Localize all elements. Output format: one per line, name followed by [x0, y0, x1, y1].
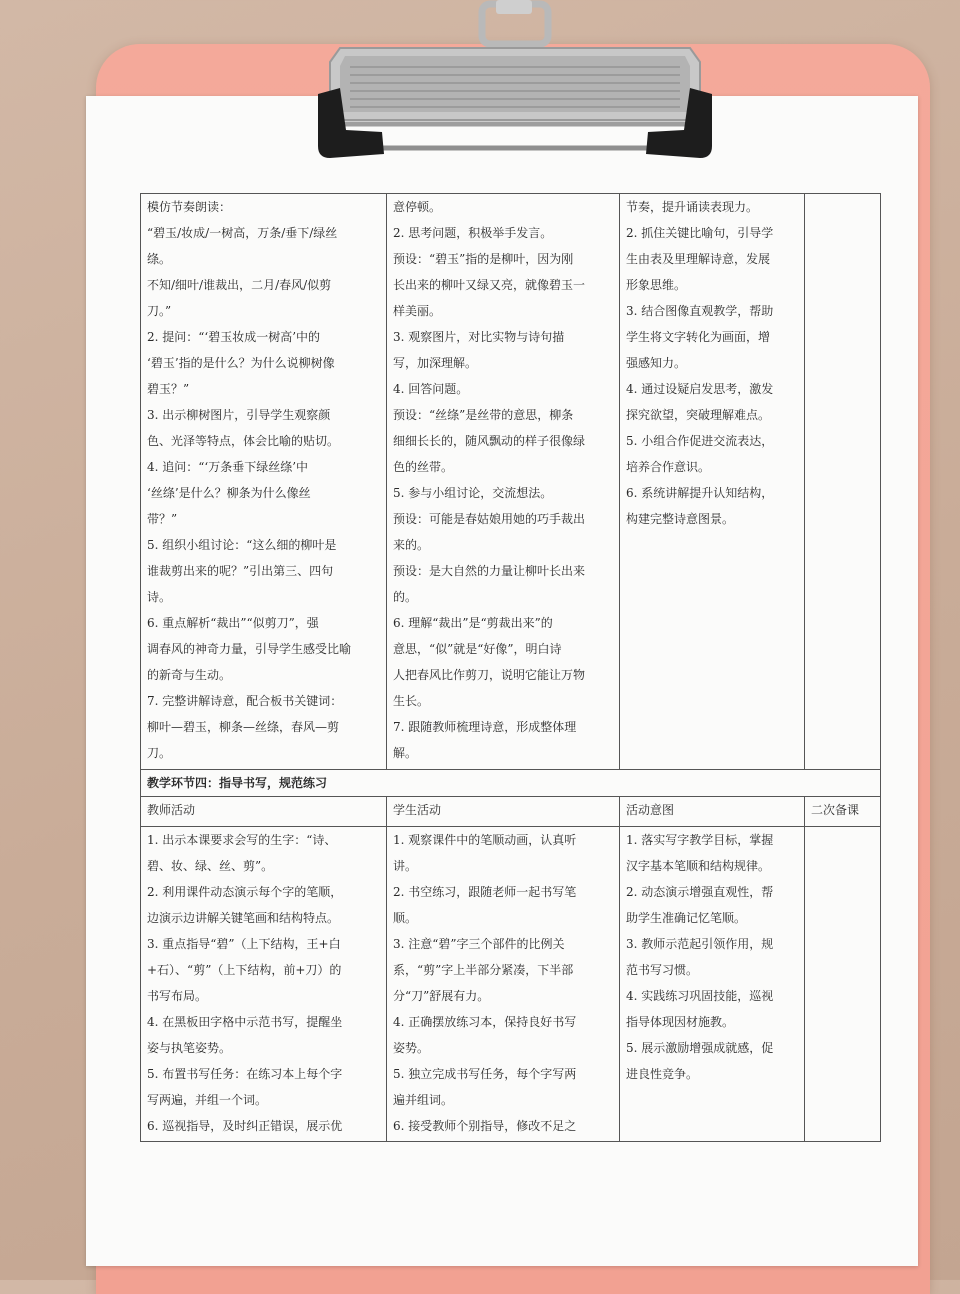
text-line: 5. 独立完成书写任务，每个字写两 — [393, 1067, 577, 1081]
text-line: 碧、妆、绿、丝、剪”。 — [147, 859, 274, 873]
text-line: 的新奇与生动。 — [147, 668, 232, 682]
text-line: “碧玉/妆成/一树高，万条/垂下/绿丝 — [147, 226, 338, 240]
text-line: 人把春风比作剪刀，说明它能让万物 — [393, 668, 586, 682]
text-line: 刀。 — [147, 746, 172, 760]
text-line: 5. 展示激励增强成就感，促 — [626, 1041, 774, 1055]
student-activity-lines — [393, 827, 613, 1139]
text-line: 姿势。 — [393, 1041, 430, 1055]
text-line: 2. 书空练习，跟随老师一起书写笔 — [393, 885, 577, 899]
text-line: 生由表及里理解诗意，发展 — [626, 252, 771, 266]
text-line: 解。 — [393, 746, 418, 760]
text-line: 分“刀”舒展有力。 — [393, 989, 490, 1003]
table-header-row — [141, 797, 881, 827]
header-teacher-activity: 教师活动 — [141, 797, 387, 827]
text-line: 讲。 — [393, 859, 418, 873]
text-line: 刀。” — [147, 304, 172, 318]
activity-intent-lines — [626, 827, 798, 1087]
text-line: ‘碧玉’指的是什么？为什么说柳树像 — [147, 356, 335, 370]
header-student-activity: 学生活动 — [387, 797, 620, 827]
activity-intent-cell — [620, 194, 805, 770]
student-activity-lines — [393, 194, 613, 766]
text-line: 7. 完整讲解诗意，配合板书关键词： — [147, 694, 343, 708]
text-line: 3. 观察图片，对比实物与诗句描 — [393, 330, 565, 344]
activity-intent-cell — [620, 827, 805, 1142]
teacher-activity-lines — [147, 827, 380, 1139]
text-line: 构建完整诗意图景。 — [626, 512, 735, 526]
text-line: 学生将文字转化为画面，增 — [626, 330, 771, 344]
text-line: 顺。 — [393, 911, 418, 925]
text-line: 1. 观察课件中的笔顺动画，认真听 — [393, 833, 577, 847]
table-row — [141, 770, 881, 797]
text-line: 3. 注意“碧”字三个部件的比例关 — [393, 937, 565, 951]
text-line: 7. 跟随教师梳理诗意，形成整体理 — [393, 720, 577, 734]
text-line: 培养合作意识。 — [626, 460, 711, 474]
text-line: 写两遍，并组一个词。 — [147, 1093, 268, 1107]
text-line: 4. 在黑板田字格中示范书写，提醒坐 — [147, 1015, 343, 1029]
text-line: 3. 结合图像直观教学，帮助 — [626, 304, 774, 318]
text-line: 预设：可能是春姑娘用她的巧手裁出 — [393, 512, 586, 526]
text-line: 碧玉？” — [147, 382, 190, 396]
text-line: 5. 布置书写任务：在练习本上每个字 — [147, 1067, 343, 1081]
text-line: 6. 系统讲解提升认知结构， — [626, 486, 774, 500]
text-line: 5. 小组合作促进交流表达， — [626, 434, 774, 448]
text-line: 意思，“似”就是“好像”，明白诗 — [393, 642, 562, 656]
teacher-activity-cell — [141, 194, 387, 770]
text-line: 预设：“丝绦”是丝带的意思，柳条 — [393, 408, 574, 422]
section-title: 教学环节四：指导书写，规范练习 — [141, 770, 881, 797]
text-line: 3. 重点指导“碧”（上下结构，王+白 — [147, 937, 341, 951]
header-second-prep: 二次备课 — [805, 797, 881, 827]
text-line: 3. 出示柳树图片，引导学生观察颜 — [147, 408, 331, 422]
text-line: 样美丽。 — [393, 304, 442, 318]
text-line: 6. 理解“裁出”是“剪裁出来”的 — [393, 616, 553, 630]
text-line: 的。 — [393, 590, 418, 604]
text-line: 形象思维。 — [626, 278, 687, 292]
teacher-activity-lines — [147, 194, 380, 766]
student-activity-cell — [387, 194, 620, 770]
text-line: 节奏，提升诵读表现力。 — [626, 200, 759, 214]
text-line: 柳叶—碧玉，柳条—丝绦，春风—剪 — [147, 720, 340, 734]
teacher-activity-cell — [141, 827, 387, 1142]
header-activity-intent: 活动意图 — [620, 797, 805, 827]
text-line: 1. 落实写字教学目标，掌握 — [626, 833, 774, 847]
text-line: 汉字基本笔顺和结构规律。 — [626, 859, 771, 873]
table-row — [141, 194, 881, 770]
text-line: 意停顿。 — [393, 200, 442, 214]
text-line: 2. 动态演示增强直观性，帮 — [626, 885, 774, 899]
text-line: 范书写习惯。 — [626, 963, 699, 977]
text-line: 绦。 — [147, 252, 172, 266]
text-line: 4. 正确摆放练习本，保持良好书写 — [393, 1015, 577, 1029]
text-line: 助学生准确记忆笔顺。 — [626, 911, 747, 925]
text-line: 2. 利用课件动态演示每个字的笔顺， — [147, 885, 343, 899]
table-row — [141, 827, 881, 1142]
text-line: 2. 思考问题，积极举手发言。 — [393, 226, 553, 240]
text-line: 进良性竞争。 — [626, 1067, 699, 1081]
text-line: 预设：是大自然的力量让柳叶长出来 — [393, 564, 586, 578]
text-line: 2. 抓住关键比喻句，引导学 — [626, 226, 774, 240]
text-line: 模仿节奏朗读： — [147, 200, 232, 214]
text-line: 4. 实践练习巩固技能，巡视 — [626, 989, 774, 1003]
text-line: 2. 提问：“‘碧玉妆成一树高’中的 — [147, 330, 321, 344]
text-line: 5. 参与小组讨论，交流想法。 — [393, 486, 553, 500]
text-line: 姿与执笔姿势。 — [147, 1041, 232, 1055]
text-line: 4. 追问：“‘万条垂下绿丝绦’中 — [147, 460, 309, 474]
text-line: 3. 教师示范起引领作用，规 — [626, 937, 774, 951]
text-line: 遍并组词。 — [393, 1093, 454, 1107]
text-line: 色、光泽等特点，体会比喻的贴切。 — [147, 434, 340, 448]
lesson-plan-table — [140, 193, 881, 1142]
text-line: 强感知力。 — [626, 356, 687, 370]
text-line: 来的。 — [393, 538, 430, 552]
text-line: 细细长长的，随风飘动的样子很像绿 — [393, 434, 586, 448]
text-line: 带？” — [147, 512, 178, 526]
text-line: 长出来的柳叶又绿又亮，就像碧玉一 — [393, 278, 586, 292]
text-line: 调春风的神奇力量，引导学生感受比喻 — [147, 642, 352, 656]
text-line: 不知/细叶/谁裁出，二月/春风/似剪 — [147, 278, 332, 292]
text-line: 6. 重点解析“裁出”“似剪刀”，强 — [147, 616, 319, 630]
text-line: +石）、“剪”（上下结构，前+刀）的 — [147, 963, 342, 977]
second-prep-cell — [805, 194, 881, 770]
text-line: 探究欲望，突破理解难点。 — [626, 408, 771, 422]
text-line: 预设：“碧玉”指的是柳叶，因为刚 — [393, 252, 574, 266]
text-line: 书写布局。 — [147, 989, 208, 1003]
text-line: 系，“剪”字上半部分紧凑，下半部 — [393, 963, 574, 977]
text-line: 谁裁剪出来的呢？”引出第三、四句 — [147, 564, 334, 578]
text-line: 6. 接受教师个别指导，修改不足之 — [393, 1119, 577, 1133]
text-line: 4. 回答问题。 — [393, 382, 469, 396]
text-line: 指导体现因材施教。 — [626, 1015, 735, 1029]
text-line: 色的丝带。 — [393, 460, 454, 474]
activity-intent-lines — [626, 194, 798, 532]
text-line: 诗。 — [147, 590, 172, 604]
text-line: 6. 巡视指导，及时纠正错误，展示优 — [147, 1119, 343, 1133]
text-line: 5. 组织小组讨论：“这么细的柳叶是 — [147, 538, 337, 552]
text-line: 写，加深理解。 — [393, 356, 478, 370]
text-line: 1. 出示本课要求会写的生字：“诗、 — [147, 833, 337, 847]
text-line: 生长。 — [393, 694, 430, 708]
student-activity-cell — [387, 827, 620, 1142]
text-line: 边演示边讲解关键笔画和结构特点。 — [147, 911, 340, 925]
second-prep-cell — [805, 827, 881, 1142]
text-line: 4. 通过设疑启发思考，激发 — [626, 382, 774, 396]
text-line: ‘丝绦’是什么？柳条为什么像丝 — [147, 486, 311, 500]
